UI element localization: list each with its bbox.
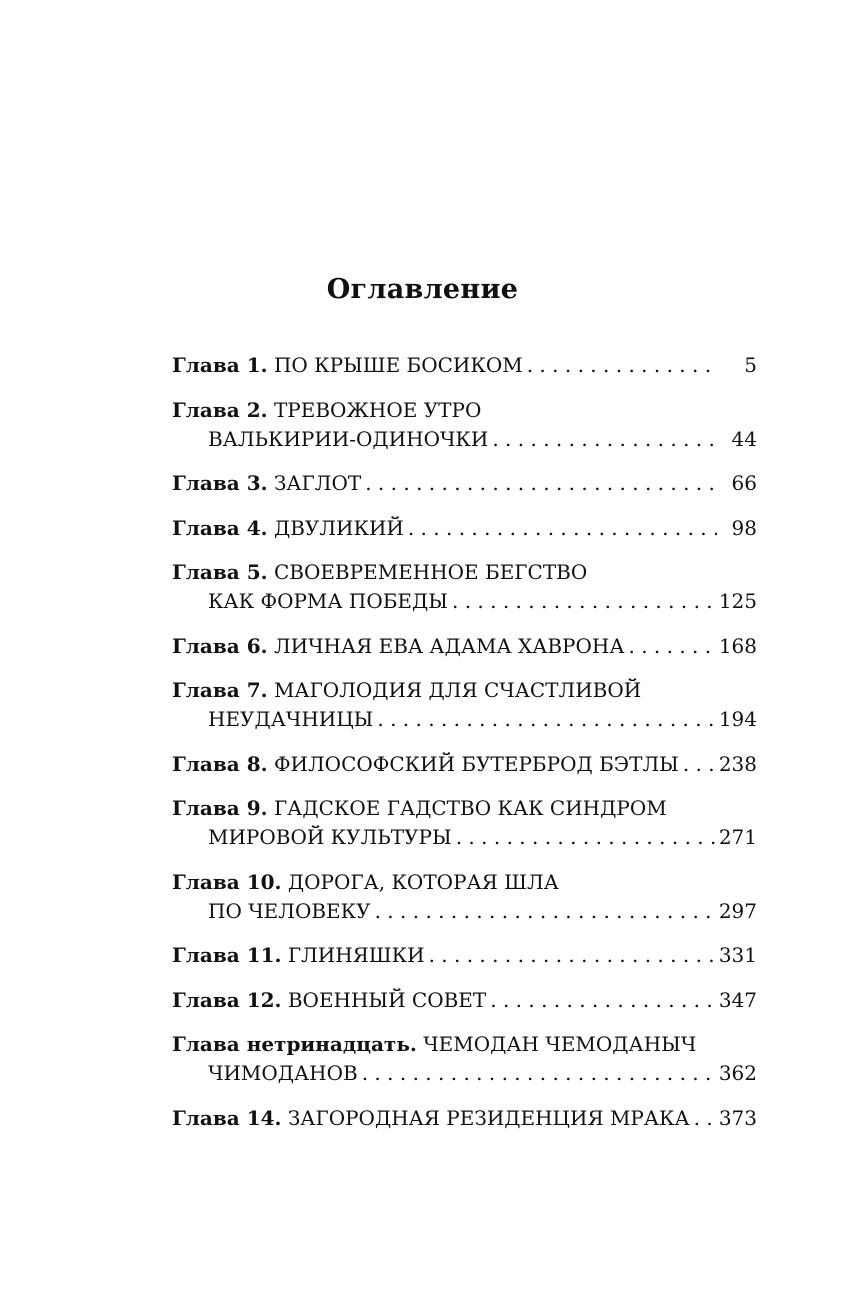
chapter-title: КАК ФОРМА ПОБЕДЫ xyxy=(208,589,448,613)
page-number: 271 xyxy=(718,825,757,849)
toc-line xyxy=(172,1030,757,1059)
page-number: 362 xyxy=(718,1061,757,1085)
dot-leader xyxy=(362,1059,715,1088)
dot-leader xyxy=(694,1104,715,1133)
toc-entry[interactable] xyxy=(172,868,757,926)
toc-line xyxy=(172,823,757,852)
dot-leader xyxy=(377,705,714,734)
chapter-label: Глава 12. xyxy=(172,987,282,1012)
toc-entry[interactable] xyxy=(172,986,757,1015)
chapter-label: Глава 2. xyxy=(172,397,268,422)
toc-line xyxy=(172,794,757,823)
chapter-label: Глава 9. xyxy=(172,796,268,820)
page-number: 168 xyxy=(718,633,757,658)
toc-line xyxy=(172,558,757,587)
dot-leader xyxy=(628,632,714,661)
dot-leader xyxy=(408,514,717,543)
toc-line xyxy=(172,396,757,425)
chapter-label: Глава 1. xyxy=(172,353,268,377)
dot-leader xyxy=(683,750,715,779)
page-number: 331 xyxy=(718,943,757,967)
dot-leader xyxy=(492,425,717,454)
dot-leader xyxy=(375,897,715,926)
dot-leader xyxy=(429,941,715,970)
chapter-label: Глава 3. xyxy=(172,471,268,495)
dot-leader xyxy=(452,587,715,616)
chapter-label: Глава 10. xyxy=(172,869,282,894)
chapter-title: ЗАГЛОТ xyxy=(273,471,362,495)
toc-line xyxy=(172,705,757,734)
chapter-label: Глава 4. xyxy=(172,515,268,540)
toc-line xyxy=(172,514,757,543)
toc-line xyxy=(172,868,757,897)
toc-entry[interactable] xyxy=(172,676,757,734)
toc-line xyxy=(172,897,757,926)
page-number: 297 xyxy=(718,898,757,923)
toc-line xyxy=(172,986,757,1015)
toc-entry[interactable] xyxy=(172,396,757,454)
chapter-label: Глава нетринадцать. xyxy=(172,1032,417,1056)
chapter-title: ЛИЧНАЯ ЕВА АДАМА ХАВРОНА xyxy=(273,633,625,658)
page-number: 66 xyxy=(731,471,757,495)
toc-entry[interactable] xyxy=(172,351,757,380)
toc-line xyxy=(172,750,757,779)
chapter-label: Глава 6. xyxy=(172,633,268,658)
toc-line xyxy=(172,351,757,380)
page-number: 125 xyxy=(718,589,757,613)
chapter-title: ЧЕМОДАН ЧЕМОДАНЫЧ xyxy=(423,1032,697,1056)
chapter-label: Глава 14. xyxy=(172,1105,282,1130)
chapter-title: ЗАГОРОДНАЯ РЕЗИДЕНЦИЯ МРАКА xyxy=(287,1105,690,1130)
page-number: 373 xyxy=(718,1105,757,1130)
chapter-label: Глава 5. xyxy=(172,560,268,584)
chapter-title: НЕУДАЧНИЦЫ xyxy=(208,707,374,731)
page-number: 44 xyxy=(731,426,757,451)
chapter-title: ВОЕННЫЙ СОВЕТ xyxy=(287,987,487,1012)
page-number: 194 xyxy=(718,707,757,731)
toc-entry[interactable] xyxy=(172,750,757,779)
dot-leader xyxy=(456,823,715,852)
chapter-title: ПО ЧЕЛОВЕКУ xyxy=(208,898,371,923)
toc-line xyxy=(172,941,757,970)
toc-entry[interactable] xyxy=(172,1030,757,1088)
chapter-title: МИРОВОЙ КУЛЬТУРЫ xyxy=(208,825,452,849)
chapter-title: СВОЕВРЕМЕННОЕ БЕГСТВО xyxy=(273,560,588,584)
chapter-label: Глава 11. xyxy=(172,943,282,967)
page-title: Оглавление xyxy=(326,274,519,305)
chapter-title: ФИЛОСОФСКИЙ БУТЕРБРОД БЭТЛЫ xyxy=(273,751,679,776)
dot-leader xyxy=(365,469,717,498)
toc-line xyxy=(172,469,757,498)
table-of-contents xyxy=(172,351,757,1148)
toc-entry[interactable] xyxy=(172,558,757,616)
page-number: 98 xyxy=(731,515,757,540)
chapter-label: Глава 7. xyxy=(172,678,268,702)
chapter-title: ГАДСКОЕ ГАДСТВО КАК СИНДРОМ xyxy=(273,796,667,820)
toc-entry[interactable] xyxy=(172,1104,757,1133)
chapter-label: Глава 8. xyxy=(172,751,268,776)
toc-entry[interactable] xyxy=(172,941,757,970)
chapter-title: ДОРОГА, КОТОРАЯ ШЛА xyxy=(287,869,559,894)
chapter-title: ПО КРЫШЕ БОСИКОМ xyxy=(273,353,523,377)
toc-entry[interactable] xyxy=(172,794,757,852)
toc-line xyxy=(172,632,757,661)
toc-entry[interactable] xyxy=(172,469,757,498)
chapter-title: ТРЕВОЖНОЕ УТРО xyxy=(273,397,482,422)
dot-leader xyxy=(490,986,715,1015)
toc-line xyxy=(172,425,757,454)
chapter-title: ВАЛЬКИРИИ-ОДИНОЧКИ xyxy=(208,426,489,451)
toc-entry[interactable] xyxy=(172,632,757,661)
toc-entry[interactable] xyxy=(172,514,757,543)
chapter-title: ГЛИНЯШКИ xyxy=(287,943,425,967)
toc-line xyxy=(172,1104,757,1133)
page-number: 238 xyxy=(718,751,757,776)
toc-line xyxy=(172,1059,757,1088)
chapter-title: ЧИМОДАНОВ xyxy=(208,1061,358,1085)
toc-line xyxy=(172,587,757,616)
toc-line xyxy=(172,676,757,705)
page-number: 347 xyxy=(718,987,757,1012)
chapter-title: ДВУЛИКИЙ xyxy=(273,515,404,540)
dot-leader xyxy=(527,351,717,380)
page-number: 5 xyxy=(744,353,757,377)
chapter-title: МАГОЛОДИЯ ДЛЯ СЧАСТЛИВОЙ xyxy=(273,678,642,702)
